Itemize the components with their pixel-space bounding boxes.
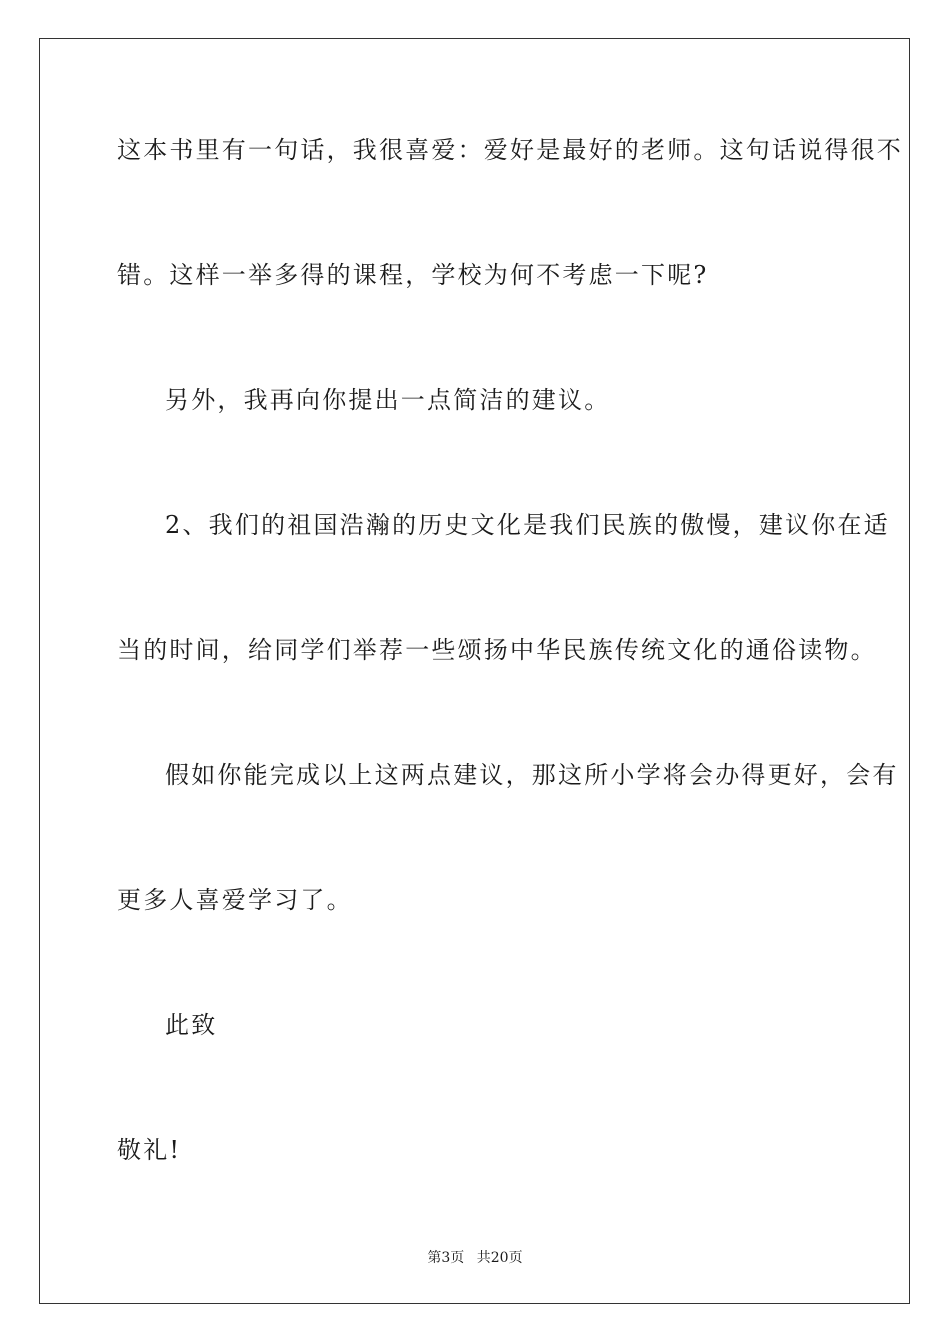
text-line-7: 更多人喜爱学习了。 [117, 886, 353, 914]
page-footer [0, 1250, 950, 1266]
page-total: 共20页 [476, 1250, 523, 1266]
closing-salutation: 此致 [165, 1011, 218, 1039]
text-line-4: 2、我们的祖国浩瀚的历史文化是我们民族的傲慢，建议你在适 [165, 511, 890, 539]
text-line-1: 这本书里有一句话，我很喜爱：爱好是最好的老师。这句话说得很不 [117, 136, 903, 164]
text-line-6: 假如你能完成以上这两点建议，那这所小学将会办得更好，会有 [165, 761, 899, 789]
text-line-3: 另外，我再向你提出一点简洁的建议。 [165, 386, 611, 414]
closing-regards: 敬礼! [117, 1136, 182, 1164]
text-line-5: 当的时间，给同学们举荐一些颂扬中华民族传统文化的通俗读物。 [117, 636, 877, 664]
page-frame [39, 38, 910, 1304]
page-number: 第3页 [427, 1250, 465, 1266]
text-line-2: 错。这样一举多得的课程，学校为何不考虑一下呢? [117, 261, 709, 289]
